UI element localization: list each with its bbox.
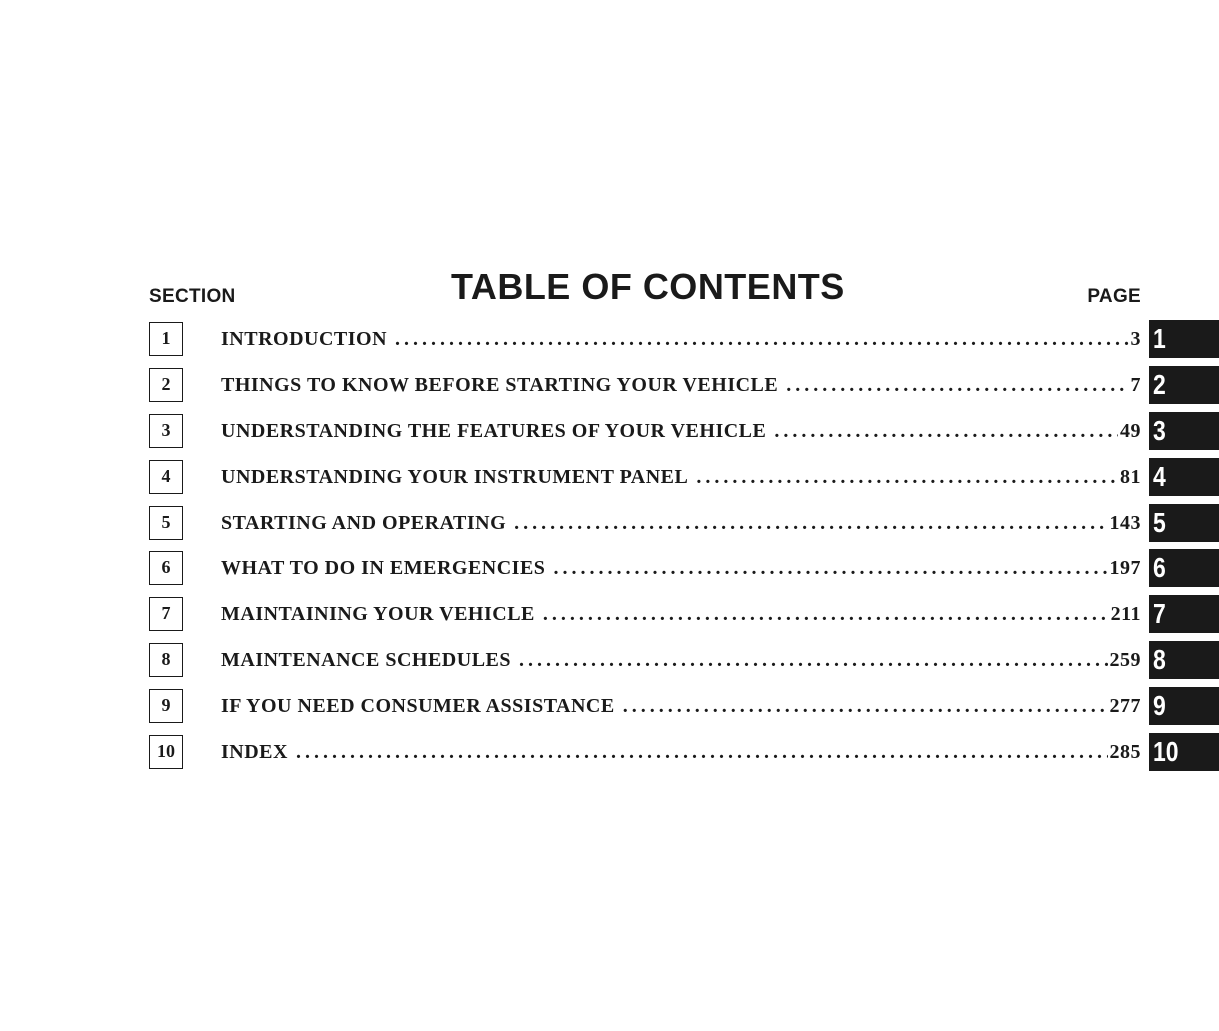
toc-entry-page[interactable]: 81 xyxy=(1120,466,1141,488)
toc-row[interactable] xyxy=(0,735,1219,773)
toc-entry-page[interactable]: 277 xyxy=(1109,695,1141,717)
section-tab-label: 3 xyxy=(1153,415,1166,446)
section-tab-label: 5 xyxy=(1153,507,1166,538)
toc-entry-page[interactable]: 197 xyxy=(1109,557,1141,579)
toc-entry-page[interactable]: 285 xyxy=(1109,741,1141,763)
toc-entry-title[interactable]: UNDERSTANDING THE FEATURES OF YOUR VEHICLE xyxy=(221,420,767,442)
toc-entry-title[interactable]: INDEX xyxy=(221,741,288,763)
section-number-box: 1 xyxy=(149,322,183,356)
toc-entry[interactable] xyxy=(221,512,1141,535)
section-number-box: 10 xyxy=(149,735,183,769)
section-number-box: 7 xyxy=(149,597,183,631)
dot-leader xyxy=(514,512,1107,535)
toc-entry-title[interactable]: IF YOU NEED CONSUMER ASSISTANCE xyxy=(221,695,615,717)
section-tab[interactable] xyxy=(1149,320,1219,358)
dot-leader xyxy=(296,741,1108,764)
dot-leader xyxy=(543,603,1109,626)
toc-entry-title[interactable]: MAINTAINING YOUR VEHICLE xyxy=(221,603,535,625)
page-title: TABLE OF CONTENTS xyxy=(451,266,845,307)
toc-entry-page[interactable]: 3 xyxy=(1130,328,1141,350)
toc-entry-title[interactable]: MAINTENANCE SCHEDULES xyxy=(221,649,511,671)
section-number-box: 3 xyxy=(149,414,183,448)
toc-entry-page[interactable]: 211 xyxy=(1110,603,1141,625)
toc-entry[interactable] xyxy=(221,328,1141,351)
section-tab-label: 1 xyxy=(1153,323,1166,354)
toc-entry[interactable] xyxy=(221,649,1141,672)
dot-leader xyxy=(519,649,1108,672)
section-tab[interactable] xyxy=(1149,595,1219,633)
dot-leader xyxy=(696,466,1118,489)
toc-row[interactable] xyxy=(0,689,1219,727)
section-tab[interactable] xyxy=(1149,504,1219,542)
section-tab-label: 6 xyxy=(1153,552,1166,583)
toc-entry-title[interactable]: STARTING AND OPERATING xyxy=(221,512,507,534)
dot-leader xyxy=(553,557,1107,580)
toc-entry[interactable] xyxy=(221,603,1141,626)
section-tab-label: 2 xyxy=(1153,369,1166,400)
toc-row[interactable] xyxy=(0,322,1219,360)
toc-entry-page[interactable]: 49 xyxy=(1120,420,1141,442)
toc-entry[interactable] xyxy=(221,695,1141,718)
section-header-label: SECTION xyxy=(149,286,236,307)
section-tab[interactable] xyxy=(1149,733,1219,771)
section-tab[interactable] xyxy=(1149,641,1219,679)
toc-entry[interactable] xyxy=(221,420,1141,443)
toc-row[interactable] xyxy=(0,414,1219,452)
section-tab[interactable] xyxy=(1149,687,1219,725)
section-number-box: 9 xyxy=(149,689,183,723)
section-number-box: 4 xyxy=(149,460,183,494)
section-tab-label: 9 xyxy=(1153,690,1166,721)
toc-entry-page[interactable]: 143 xyxy=(1109,512,1141,534)
toc-entry-page[interactable]: 259 xyxy=(1109,649,1141,671)
toc-row[interactable] xyxy=(0,551,1219,589)
section-tab[interactable] xyxy=(1149,366,1219,404)
section-tab-label: 10 xyxy=(1153,736,1179,767)
section-number-box: 2 xyxy=(149,368,183,402)
dot-leader xyxy=(786,374,1128,397)
dot-leader xyxy=(774,420,1118,443)
section-number-box: 5 xyxy=(149,506,183,540)
toc-entry[interactable] xyxy=(221,557,1141,580)
dot-leader xyxy=(395,328,1128,351)
toc-entry-title[interactable]: UNDERSTANDING YOUR INSTRUMENT PANEL xyxy=(221,466,689,488)
dot-leader xyxy=(623,695,1108,718)
section-tab[interactable] xyxy=(1149,549,1219,587)
section-tab-label: 8 xyxy=(1153,644,1166,675)
toc-row[interactable] xyxy=(0,597,1219,635)
toc-entry-title[interactable]: INTRODUCTION xyxy=(221,328,388,350)
toc-entry-title[interactable]: WHAT TO DO IN EMERGENCIES xyxy=(221,557,546,579)
toc-entry-title[interactable]: THINGS TO KNOW BEFORE STARTING YOUR VEHICLE xyxy=(221,374,779,396)
section-tab-label: 4 xyxy=(1153,461,1166,492)
toc-row[interactable] xyxy=(0,460,1219,498)
toc-row[interactable] xyxy=(0,643,1219,681)
section-tab[interactable] xyxy=(1149,458,1219,496)
toc-entry[interactable] xyxy=(221,741,1141,764)
toc-entry[interactable] xyxy=(221,374,1141,397)
section-number-box: 8 xyxy=(149,643,183,677)
section-number-box: 6 xyxy=(149,551,183,585)
section-tab-label: 7 xyxy=(1153,598,1166,629)
toc-row[interactable] xyxy=(0,506,1219,544)
page-header-label: PAGE xyxy=(1087,286,1141,307)
toc-entry[interactable] xyxy=(221,466,1141,489)
section-tab[interactable] xyxy=(1149,412,1219,450)
toc-entry-page[interactable]: 7 xyxy=(1130,374,1141,396)
toc-row[interactable] xyxy=(0,368,1219,406)
